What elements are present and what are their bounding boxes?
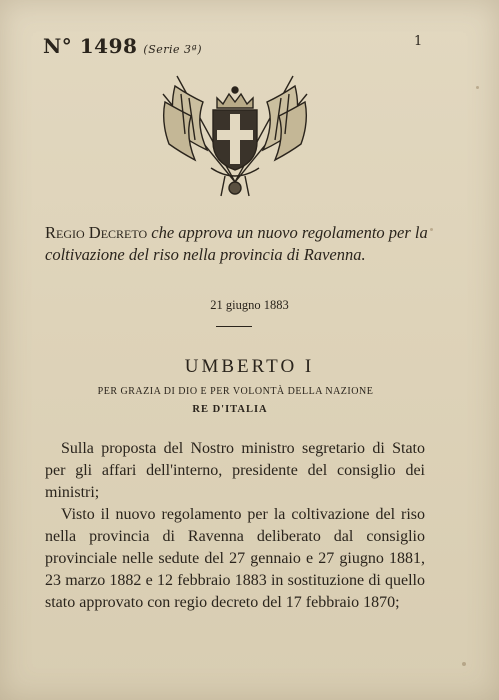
paper-stain	[430, 228, 433, 231]
paper-stain	[462, 662, 466, 666]
savoy-coat-of-arms-with-flags-icon	[155, 72, 315, 204]
decree-title-lead: Regio Decreto	[45, 223, 148, 242]
decree-date: 21 giugno 1883	[210, 298, 289, 312]
page-number: 1	[414, 34, 423, 49]
decree-title	[45, 222, 435, 266]
paper-stain	[476, 86, 479, 89]
body-paragraph-2: Visto il nuovo regolamento per la coltivazione del riso nella provincia di Ravenna deliberato dal consiglio provinciale nelle sedute del 27 gennaio e 27 giugno 1881, 23 marzo 1882 e 12 febbraio 1883 in sostituzione di quello stato approvato con regio decreto del 17 febbraio 1870;	[45, 506, 425, 611]
sovereign-grace-formula: PER GRAZIA DI DIO E PER VOLONTÀ DELLA NAZIONE	[97, 386, 374, 397]
decree-number	[43, 34, 202, 58]
decree-series: (Serie 3ª)	[143, 43, 203, 56]
decree-body	[45, 438, 425, 614]
decree-number-label: N° 1498	[43, 34, 138, 58]
sovereign-title: RE D'ITALIA	[192, 404, 268, 415]
sovereign-name: UMBERTO I	[184, 356, 315, 377]
body-paragraph-1: Sulla proposta del Nostro ministro segretario di Stato per gli affari dell'interno, presidente del consiglio dei ministri;	[45, 440, 425, 501]
decree-title-text: che approva un nuovo regolamento per la coltivazione del riso nella provincia di Ravenna.	[45, 223, 428, 264]
divider	[216, 326, 252, 327]
